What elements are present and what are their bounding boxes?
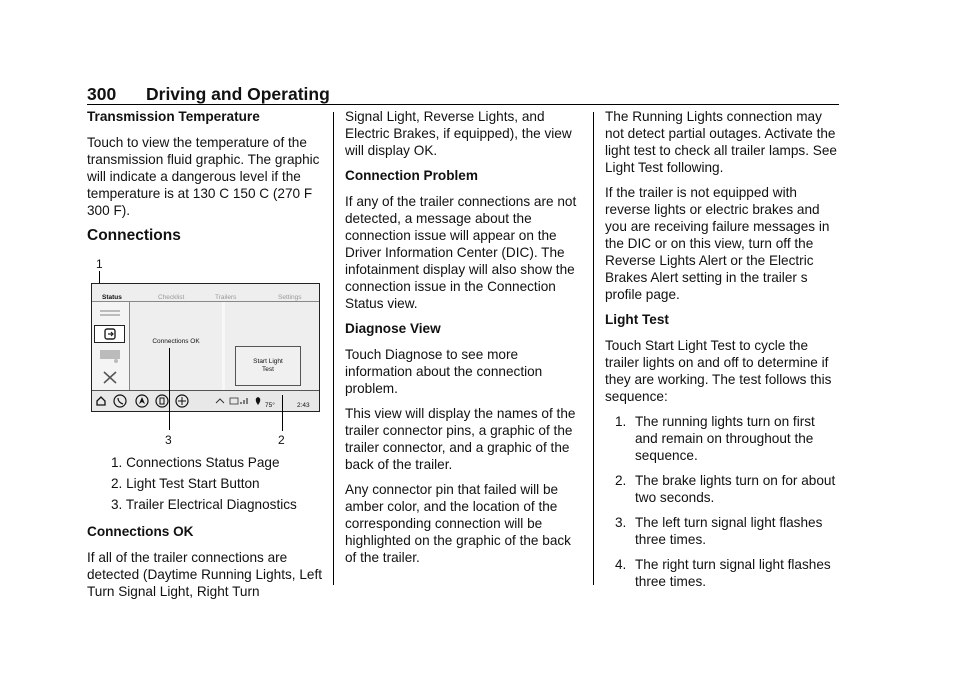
light-test-steps — [605, 413, 841, 590]
start-light-test-button[interactable] — [235, 346, 301, 386]
column-divider-1 — [333, 112, 334, 585]
connections-status-text: Connections OK — [152, 338, 200, 345]
step-item: 4. The right turn signal light flashes three times. — [615, 557, 831, 589]
infotainment-screen — [91, 283, 320, 412]
tab-settings[interactable]: Settings — [278, 294, 302, 301]
paragraph-connection-problem: If any of the trailer connections are not detected, a message about the connection issue will appear on the Driver Information Center (DIC). The infotainment display will also show the connection issue in the Connection Status view. — [345, 194, 577, 311]
tab-trailers[interactable]: Trailers — [215, 294, 237, 301]
connections-status-pane — [130, 302, 222, 390]
column-3 — [605, 108, 841, 598]
paragraph-diagnose-1: Touch Diagnose to see more information about the connection problem. — [345, 347, 543, 396]
climate-icon[interactable] — [175, 394, 189, 415]
column-divider-2 — [593, 112, 594, 585]
paragraph-transmission: Touch to view the temperature of the transmission fluid graphic. The graphic will indicate a dangerous level if the temperature is at 130 C 150 C (270 F 300 F). — [87, 135, 320, 218]
media-icon[interactable] — [155, 394, 169, 415]
tab-status[interactable]: Status — [102, 294, 122, 301]
temperature-readout: 75° — [265, 402, 275, 409]
screen-tab-bar — [92, 284, 319, 302]
location-pin-icon — [254, 395, 262, 413]
home-icon[interactable] — [95, 394, 107, 413]
legend-item: 1. Connections Status Page — [111, 455, 280, 470]
column-1 — [87, 108, 327, 608]
trailer-graphic-icon[interactable] — [94, 347, 126, 365]
phone-icon[interactable] — [113, 394, 127, 415]
paragraph-reverse-lights: If the trailer is not equipped with reverse lights or electric brakes and you are receiving failure messages in the DIC or on this view, turn off the Reverse Lights Alert or the Electric Brakes Alert setting in the trailer s profile page. — [605, 185, 830, 302]
tools-icon[interactable] — [94, 368, 126, 386]
callout-2-line — [282, 395, 283, 431]
signal-status-icon — [214, 395, 254, 413]
heading-connections-ok: Connections OK — [87, 524, 194, 539]
connections-figure — [87, 256, 323, 446]
trailer-list-icon[interactable] — [94, 304, 126, 322]
paragraph-running-lights: The Running Lights connection may not detect partial outages. Activate the light test to check all trailer lamps. See Light Test following. — [605, 109, 837, 175]
paragraph-light-test: Touch Start Light Test to cycle the trailer lights on and off to determine if they are working. The test follows this sequence: — [605, 338, 832, 404]
screen-bottom-bar — [92, 390, 319, 411]
heading-connections: Connections — [87, 227, 181, 244]
legend-item: 2. Light Test Start Button — [111, 476, 260, 491]
section-title: Driving and Operating — [146, 84, 330, 104]
callout-3: 3 — [165, 433, 172, 447]
light-test-pane — [225, 302, 319, 390]
heading-connection-problem: Connection Problem — [345, 168, 478, 183]
callout-3-line — [169, 348, 170, 430]
paragraph-diagnose-2: This view will display the names of the trailer connector pins, a graphic of the trailer connector, and a graphic of the back of the trailer. — [345, 406, 576, 472]
tab-checklist[interactable]: Checklist — [158, 294, 185, 301]
page-number: 300 — [87, 84, 117, 104]
screen-main-area — [130, 302, 319, 390]
step-item: 2. The brake lights turn on for about two seconds. — [615, 473, 836, 505]
legend-item: 3. Trailer Electrical Diagnostics — [111, 497, 297, 512]
clock-readout: 2:43 — [297, 402, 310, 409]
screen-sidebar — [92, 302, 130, 390]
start-light-test-label: Start Light Test — [253, 358, 283, 373]
column-2 — [345, 108, 581, 574]
trailer-connector-icon[interactable] — [94, 325, 125, 343]
step-item: 1. The running lights turn on first and remain on throughout the sequence. — [615, 414, 815, 463]
heading-diagnose-view: Diagnose View — [345, 321, 441, 336]
header-rule — [87, 104, 839, 105]
figure-legend — [87, 454, 327, 513]
callout-1: 1 — [96, 257, 103, 271]
step-item: 3. The left turn signal light flashes three times. — [615, 515, 823, 547]
heading-light-test: Light Test — [605, 312, 669, 327]
navigation-icon[interactable] — [135, 394, 149, 415]
paragraph-connections-ok-cont: Signal Light, Reverse Lights, and Electric Brakes, if equipped), the view will display OK. — [345, 109, 572, 158]
heading-transmission-temperature: Transmission Temperature — [87, 109, 260, 124]
callout-2: 2 — [278, 433, 285, 447]
paragraph-diagnose-3: Any connector pin that failed will be amber color, and the location of the corresponding connection will be highlighted on the graphic of the back of the trailer. — [345, 482, 571, 565]
paragraph-connections-ok: If all of the trailer connections are detected (Daytime Running Lights, Left Turn Signal Light, Right Turn — [87, 550, 323, 599]
